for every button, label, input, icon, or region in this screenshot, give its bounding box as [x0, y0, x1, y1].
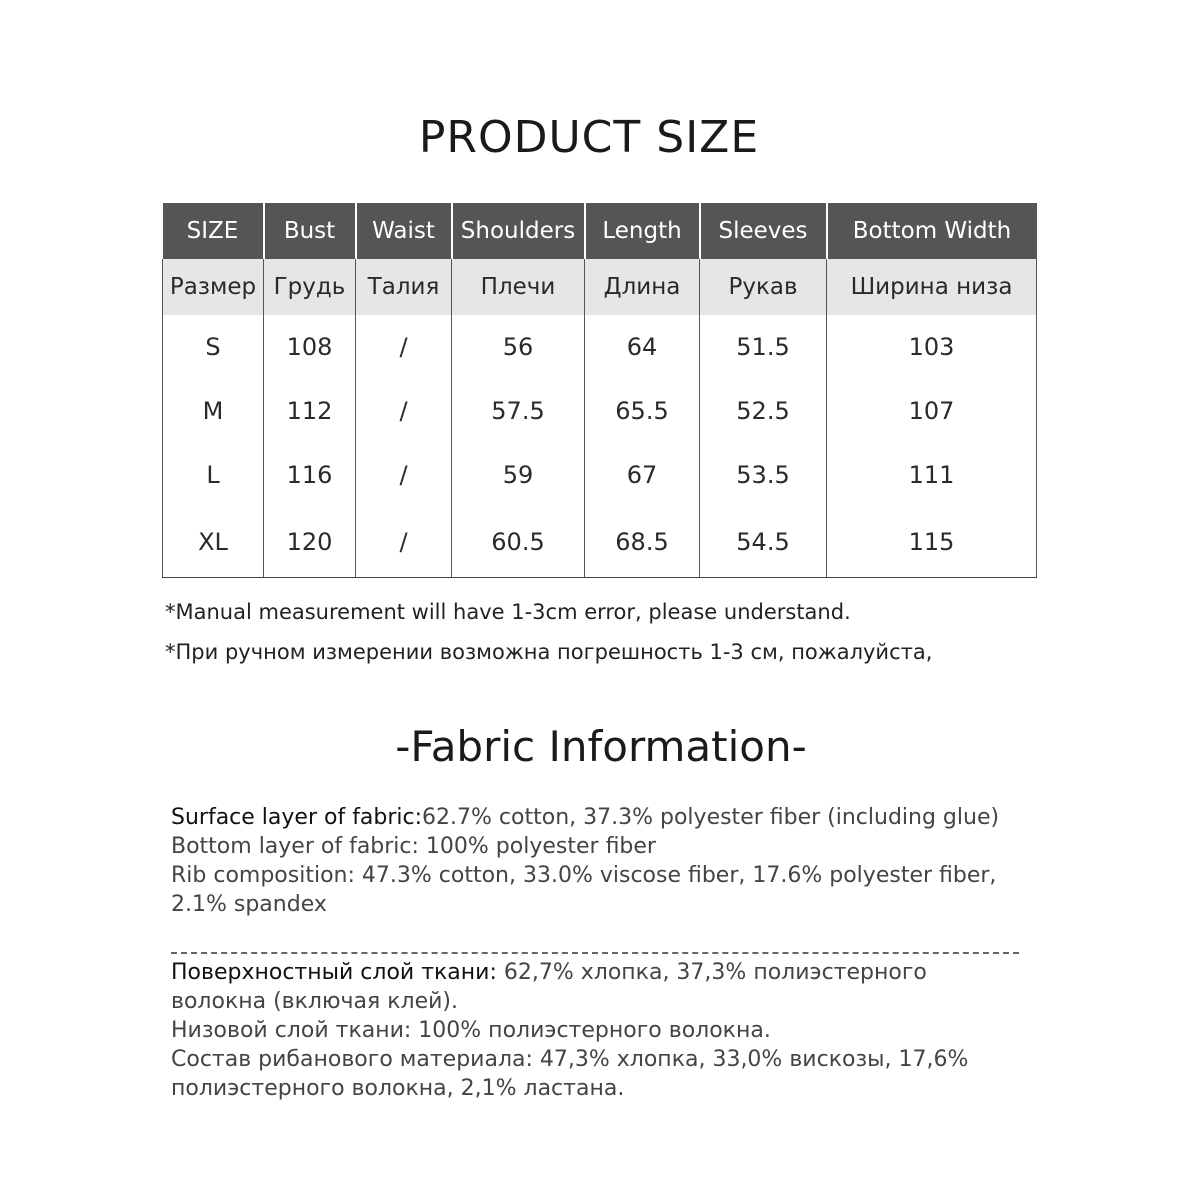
header-ru-bust: Грудь	[264, 259, 356, 315]
cell-sleeves: 54.5	[700, 507, 827, 578]
cell-length: 67	[585, 443, 700, 507]
fabric-rib-ru: Состав рибанового материала: 47,3% хлопка, 33,0% вискозы, 17,6% полиэстерного волокна, 2,1% ластана.	[171, 1047, 969, 1101]
page-title: PRODUCT SIZE	[418, 112, 760, 163]
fabric-surface-label-ru: Поверхностный слой ткани:	[171, 960, 497, 985]
cell-length: 68.5	[585, 507, 700, 578]
cell-shoulders: 57.5	[452, 379, 585, 443]
header-ru-waist: Талия	[356, 259, 452, 315]
fabric-bottom-ru: Низовой слой ткани: 100% полиэстерного волокна.	[171, 1018, 771, 1043]
table-row	[163, 507, 1037, 578]
table-row	[163, 443, 1037, 507]
header-shoulders: Shoulders	[452, 203, 585, 259]
header-waist: Waist	[356, 203, 452, 259]
header-sleeves: Sleeves	[700, 203, 827, 259]
cell-shoulders: 60.5	[452, 507, 585, 578]
header-bottom-width: Bottom Width	[827, 203, 1037, 259]
size-table	[162, 203, 1037, 578]
fabric-surface-value: 62.7% cotton, 37.3% polyester fiber (including glue)	[422, 805, 1000, 830]
fabric-surface-value-ru: 62,7% хлопка, 37,3% полиэстерного волокна (включая клей).	[171, 960, 927, 1014]
header-ru-bottom-width: Ширина низа	[827, 259, 1037, 315]
cell-sleeves: 52.5	[700, 379, 827, 443]
cell-bust: 108	[264, 315, 356, 379]
cell-bust: 112	[264, 379, 356, 443]
header-ru-shoulders: Плечи	[452, 259, 585, 315]
fabric-surface-ru	[171, 958, 1011, 1016]
cell-sleeves: 51.5	[700, 315, 827, 379]
cell-shoulders: 56	[452, 315, 585, 379]
fabric-info-ru	[171, 958, 1011, 1103]
cell-length: 64	[585, 315, 700, 379]
cell-bottom-width: 115	[827, 507, 1037, 578]
table-row	[163, 315, 1037, 379]
cell-waist: /	[356, 315, 452, 379]
cell-bottom-width: 103	[827, 315, 1037, 379]
cell-shoulders: 59	[452, 443, 585, 507]
measurement-note-ru: *При ручном измерении возможна погрешность 1-3 см, пожалуйста,	[165, 640, 933, 664]
fabric-surface-label: Surface layer of fabric:	[171, 805, 423, 830]
measurement-note-en: *Manual measurement will have 1-3cm error, please understand.	[165, 600, 851, 624]
cell-bottom-width: 107	[827, 379, 1037, 443]
cell-waist: /	[356, 443, 452, 507]
header-bust: Bust	[264, 203, 356, 259]
fabric-rib-en: Rib composition: 47.3% cotton, 33.0% viscose fiber, 17.6% polyester fiber, 2.1% spandex	[171, 863, 997, 917]
cell-waist: /	[356, 507, 452, 578]
header-length: Length	[585, 203, 700, 259]
header-ru-size: Размер	[163, 259, 264, 315]
cell-size: S	[163, 315, 264, 379]
fabric-surface-en	[171, 803, 1011, 832]
dashed-divider	[171, 952, 1019, 954]
table-header-en	[163, 203, 1037, 259]
cell-size: XL	[163, 507, 264, 578]
cell-waist: /	[356, 379, 452, 443]
cell-bottom-width: 111	[827, 443, 1037, 507]
cell-bust: 116	[264, 443, 356, 507]
cell-sleeves: 53.5	[700, 443, 827, 507]
fabric-title: -Fabric Information-	[395, 722, 807, 771]
fabric-info-en	[171, 803, 1011, 919]
header-size: SIZE	[163, 203, 264, 259]
header-ru-length: Длина	[585, 259, 700, 315]
cell-size: L	[163, 443, 264, 507]
header-ru-sleeves: Рукав	[700, 259, 827, 315]
cell-size: M	[163, 379, 264, 443]
cell-bust: 120	[264, 507, 356, 578]
table-header-ru	[163, 259, 1037, 315]
table-row	[163, 379, 1037, 443]
fabric-bottom-en: Bottom layer of fabric: 100% polyester fiber	[171, 834, 656, 859]
cell-length: 65.5	[585, 379, 700, 443]
